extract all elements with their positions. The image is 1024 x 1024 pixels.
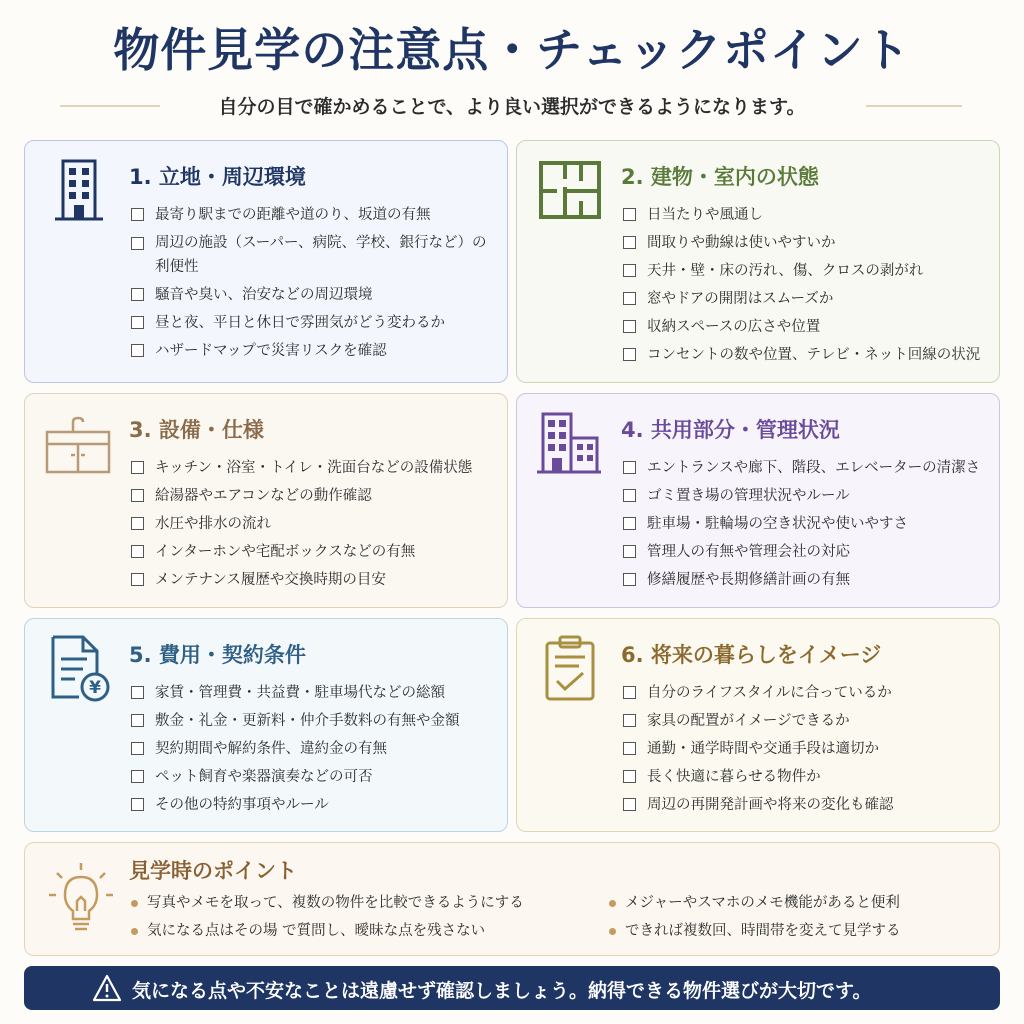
subtitle-row: [0, 92, 1024, 120]
document-yen-icon: [43, 633, 113, 703]
checklist-item[interactable]: エントランスや廊下、階段、エレベーターの清潔さ: [623, 454, 989, 482]
section-title: 3. 設備・仕様: [129, 418, 264, 442]
checklist: [131, 454, 497, 594]
section-card-building: [516, 140, 1000, 383]
section-card-common-areas: [516, 393, 1000, 608]
checklist-item[interactable]: 駐車場・駐輪場の空き状況や使いやすさ: [623, 510, 989, 538]
section-card-equipment: [24, 393, 508, 608]
checklist-item[interactable]: 通勤・通学時間や交通手段は適切か: [623, 735, 989, 763]
checklist-item[interactable]: 管理人の有無や管理会社の対応: [623, 538, 989, 566]
checklist-item[interactable]: キッチン・浴室・トイレ・洗面台などの設備状態: [131, 454, 497, 482]
checklist-item[interactable]: 修繕履歴や長期修繕計画の有無: [623, 566, 989, 594]
checklist-item[interactable]: 周辺の再開発計画や将来の変化も確認: [623, 791, 989, 819]
points-list-left: [129, 889, 524, 945]
sink-icon: [43, 408, 113, 478]
checklist: [623, 201, 989, 369]
checklist-item[interactable]: 昼と夜、平日と休日で雰囲気がどう変わるか: [131, 309, 497, 337]
warning-icon: [92, 974, 122, 1002]
section-title: 5. 費用・契約条件: [129, 643, 306, 667]
checklist-item[interactable]: 収納スペースの広さや位置: [623, 313, 989, 341]
apartment-icon: [535, 408, 605, 478]
checklist-item[interactable]: 家賃・管理費・共益費・駐車場代などの総額: [131, 679, 497, 707]
svg-text:¥: ¥: [89, 678, 101, 698]
checklist-item[interactable]: 騒音や臭い、治安などの周辺環境: [131, 281, 497, 309]
points-list-right: [607, 889, 901, 945]
points-item: 写真やメモを取って、複数の物件を比較できるようにする: [129, 889, 524, 917]
lightbulb-icon: [45, 859, 117, 939]
checklist-item[interactable]: 日当たりや風通し: [623, 201, 989, 229]
checklist-item[interactable]: ゴミ置き場の管理状況やルール: [623, 482, 989, 510]
checklist-item[interactable]: 長く快適に暮らせる物件か: [623, 763, 989, 791]
section-title: 6. 将来の暮らしをイメージ: [621, 643, 882, 667]
reminder-banner: [24, 966, 1000, 1010]
floor-plan-icon: [535, 155, 605, 225]
checklist-item[interactable]: 敷金・礼金・更新料・仲介手数料の有無や金額: [131, 707, 497, 735]
points-item: できれば複数回、時間帯を変えて見学する: [607, 917, 901, 945]
checklist-item[interactable]: メンテナンス履歴や交換時期の目安: [131, 566, 497, 594]
section-card-future-life: [516, 618, 1000, 832]
checklist-item[interactable]: 最寄り駅までの距離や道のり、坂道の有無: [131, 201, 497, 229]
page-subtitle: 自分の目で確かめることで、より良い選択ができるようになります。: [218, 96, 806, 118]
checklist-item[interactable]: その他の特約事項やルール: [131, 791, 497, 819]
section-title: 1. 立地・周辺環境: [129, 165, 306, 189]
checklist-item[interactable]: 間取りや動線は使いやすいか: [623, 229, 989, 257]
points-item: 気になる点はその場 で質問し、曖昧な点を残さない: [129, 917, 524, 945]
checklist-item[interactable]: 天井・壁・床の汚れ、傷、クロスの剥がれ: [623, 257, 989, 285]
checklist: [131, 679, 497, 819]
points-item: メジャーやスマホのメモ機能があると便利: [607, 889, 901, 917]
section-title: 2. 建物・室内の状態: [621, 165, 819, 189]
checklist-item[interactable]: インターホンや宅配ボックスなどの有無: [131, 538, 497, 566]
section-card-location: [24, 140, 508, 383]
checklist-item[interactable]: 周辺の施設（スーパー、病院、学校、銀行など）の利便性: [131, 231, 497, 279]
checklist-item[interactable]: 自分のライフスタイルに合っているか: [623, 679, 989, 707]
building-icon: [43, 155, 113, 225]
section-card-costs: [24, 618, 508, 832]
section-title: 4. 共用部分・管理状況: [621, 418, 840, 442]
checklist-item[interactable]: 家具の配置がイメージできるか: [623, 707, 989, 735]
reminder-text: 気になる点や不安なことは遠慮せず確認しましょう。納得できる物件選びが大切です。: [132, 980, 872, 1002]
viewing-points-card: [24, 842, 1000, 956]
clipboard-check-icon: [535, 633, 605, 703]
checklist-item[interactable]: 給湯器やエアコンなどの動作確認: [131, 482, 497, 510]
checklist: [623, 679, 989, 819]
points-title: 見学時のポイント: [129, 859, 297, 883]
checklist: [623, 454, 989, 594]
checklist-item[interactable]: コンセントの数や位置、テレビ・ネット回線の状況: [623, 341, 989, 369]
page-title: 物件見学の注意点・チェックポイント: [113, 23, 911, 77]
checklist-item[interactable]: 窓やドアの開閉はスムーズか: [623, 285, 989, 313]
checklist-item[interactable]: 水圧や排水の流れ: [131, 510, 497, 538]
checklist-item[interactable]: 契約期間や解約条件、違約金の有無: [131, 735, 497, 763]
checklist-item[interactable]: ハザードマップで災害リスクを確認: [131, 337, 497, 365]
checklist-item[interactable]: ペット飼育や楽器演奏などの可否: [131, 763, 497, 791]
checklist: [131, 201, 497, 365]
